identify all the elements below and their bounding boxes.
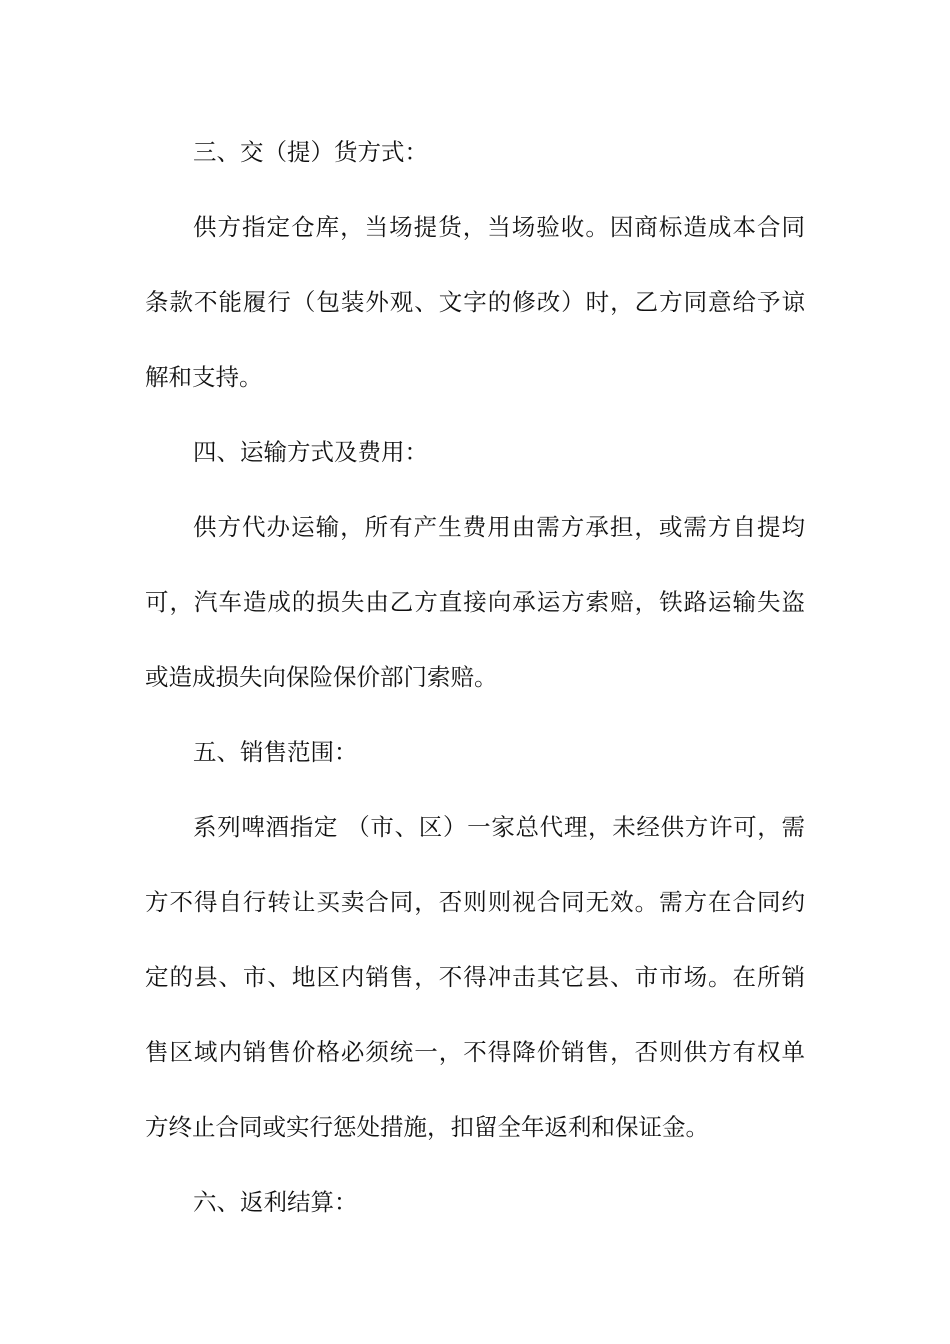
paragraph-line: 供方代办运输，所有产生费用由需方承担，或需方自提均 <box>193 513 805 541</box>
paragraph-line: 条款不能履行（包装外观、文字的修改）时，乙方同意给予谅 <box>145 288 805 316</box>
heading-sales-scope: 五、销售范围： <box>193 738 358 766</box>
paragraph-line: 系列啤酒指定 （市、区）一家总代理，未经供方许可，需 <box>193 813 805 841</box>
paragraph-line: 售区域内销售价格必须统一，不得降价销售，否则供方有权单 <box>145 1038 805 1066</box>
heading-rebate-settlement: 六、返利结算： <box>193 1188 358 1216</box>
paragraph-line: 解和支持。 <box>145 363 263 391</box>
paragraph-line: 定的县、市、地区内销售，不得冲击其它县、市市场。在所销 <box>145 963 805 991</box>
paragraph-line: 供方指定仓库，当场提货，当场验收。因商标造成本合同 <box>193 213 805 241</box>
heading-delivery-method: 三、交（提）货方式： <box>193 138 428 166</box>
paragraph-line: 方终止合同或实行惩处措施，扣留全年返利和保证金。 <box>145 1113 709 1141</box>
heading-transport-method: 四、运输方式及费用： <box>193 438 428 466</box>
paragraph-line: 可，汽车造成的损失由乙方直接向承运方索赔，铁路运输失盗 <box>145 588 805 616</box>
paragraph-line: 方不得自行转让买卖合同，否则则视合同无效。需方在合同约 <box>145 888 805 916</box>
paragraph-line: 或造成损失向保险保价部门索赔。 <box>145 663 498 691</box>
